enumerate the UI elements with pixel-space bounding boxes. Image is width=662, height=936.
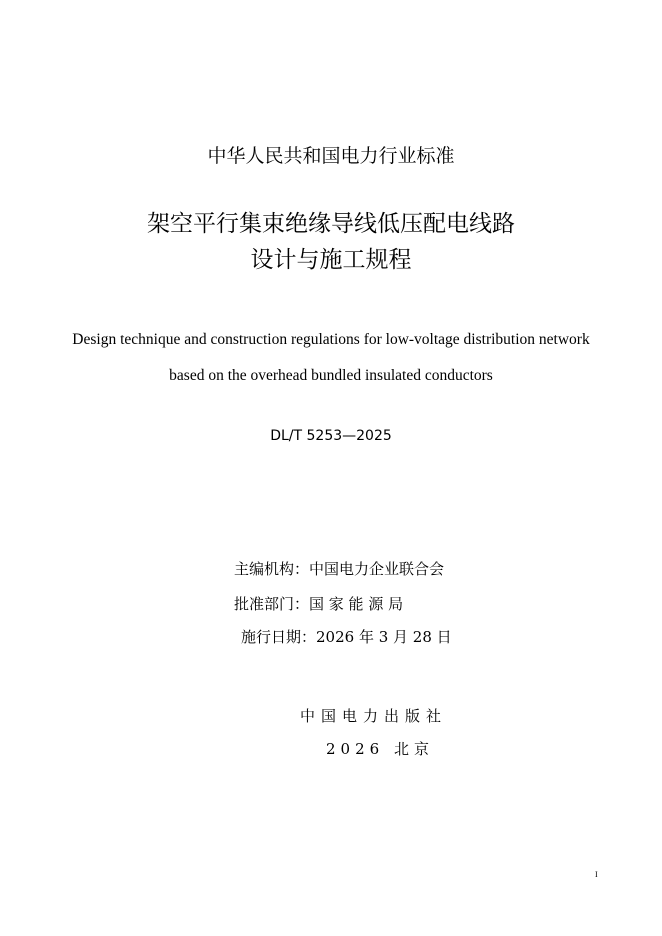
effective-date-info — [241, 626, 452, 647]
approver-value: 国 家 能 源 局 — [309, 595, 404, 613]
document-title-line-1: 架空平行集束绝缘导线低压配电线路 — [147, 211, 515, 237]
standard-org-heading: 中华人民共和国电力行业标准 — [207, 145, 455, 167]
publication-year-place: 2026 北京 — [326, 740, 434, 758]
standard-code: DL/T 5253—2025 — [270, 428, 392, 444]
page-number: I — [595, 870, 598, 879]
editor-value: 中国电力企业联合会 — [309, 560, 445, 578]
document-title-line-2: 设计与施工规程 — [250, 247, 412, 273]
editor-info — [234, 558, 444, 579]
effective-date-value: 2026 年 3 月 28 日 — [316, 628, 452, 646]
approver-label: 批准部门： — [234, 595, 310, 613]
editor-label: 主编机构： — [234, 560, 310, 578]
english-title-line-1: Design technique and construction regulations for low-voltage distribution network — [72, 331, 590, 348]
english-title-line-2: based on the overhead bundled insulated conductors — [169, 367, 493, 384]
effective-date-label: 施行日期： — [241, 628, 317, 646]
approver-info — [234, 593, 403, 614]
publisher-name: 中国电力出版社 — [300, 707, 448, 725]
